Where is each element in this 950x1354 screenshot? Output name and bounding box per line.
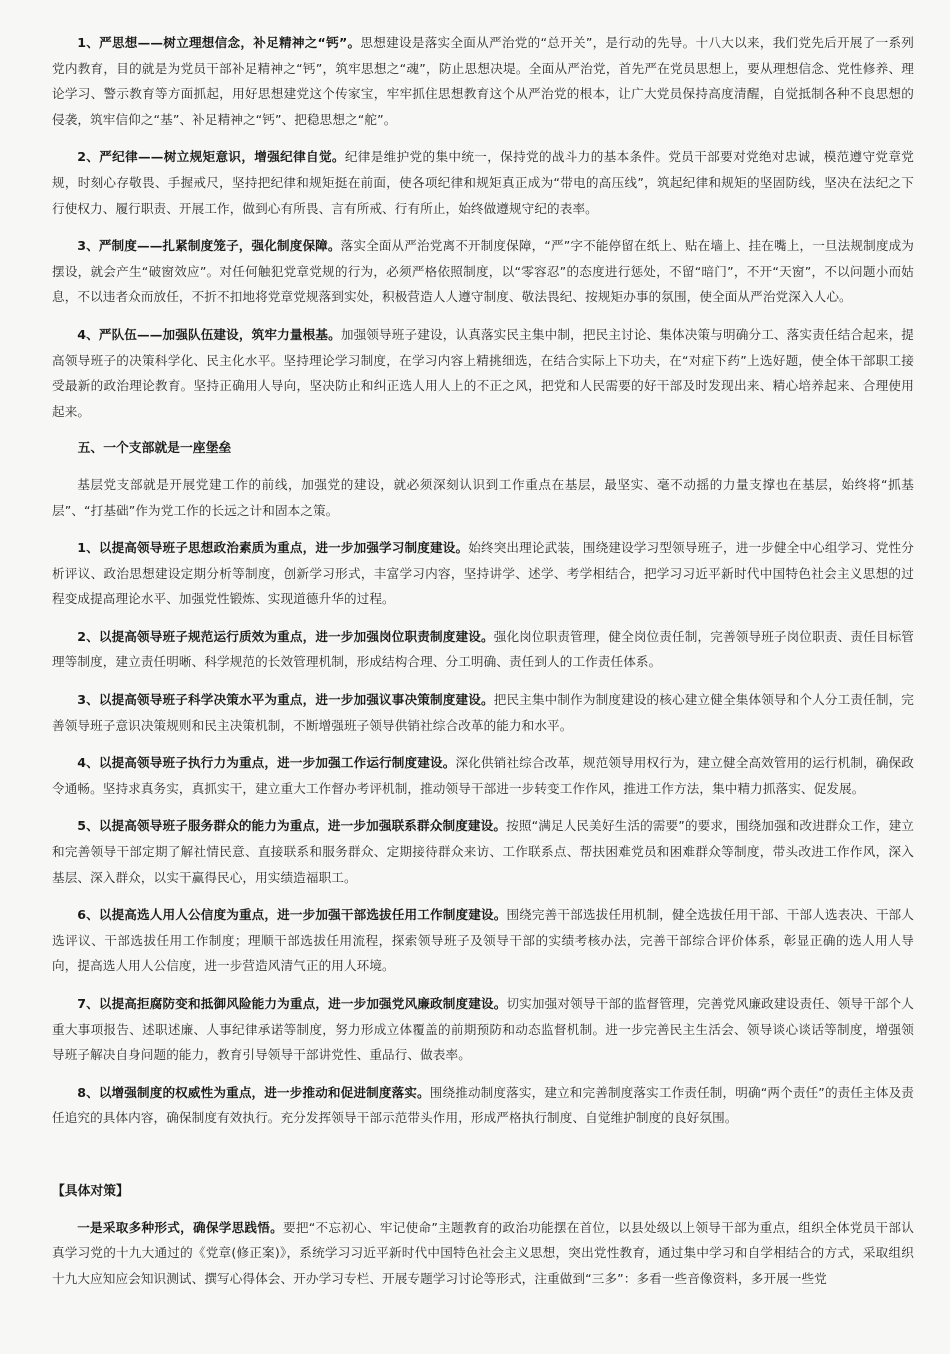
list-item bbox=[52, 1080, 914, 1131]
item-lead: 3、以提高领导班子科学决策水平为重点，进一步加强议事决策制度建设。 bbox=[77, 692, 494, 708]
item-lead: 7、以提高拒腐防变和抵御风险能力为重点，进一步加强党风廉政制度建设。 bbox=[77, 996, 507, 1011]
item-lead: 2、以提高领导班子规范运行质效为重点，进一步加强岗位职责制度建设。 bbox=[77, 628, 494, 644]
item-body: 切实加强对领导干部的监督管理，完善党风廉政建设责任、领导干部个人重大事项报告、述职述廉、人事纪律承诺等制度，努力形成立体覆盖的前期预防和动态监督机制。进一步完善民主生活会、领导谈心谈话等制度，增强领导班子解决自身问题的能力，教育引导领导干部讲党性、重品行、做表率。 bbox=[52, 996, 914, 1063]
item-lead: 8、以增强制度的权威性为重点，进一步推动和促进制度落实。 bbox=[77, 1084, 430, 1100]
paragraph-strict-team bbox=[52, 322, 914, 424]
paragraph-lead: 4、严队伍——加强队伍建设，筑牢力量根基。 bbox=[77, 326, 341, 342]
section-heading: 五、一个支部就是一座堡垒 bbox=[77, 441, 232, 457]
list-item bbox=[52, 902, 914, 979]
item-body: 围绕推动制度落实，建立和完善制度落实工作责任制，明确“两个责任”的责任主体及责任追究的具体内容，确保制度有效执行。充分发挥领导干部示范带头作用，形成严格执行制度、自觉维护制度的良好氛围。 bbox=[52, 1084, 915, 1126]
list-item bbox=[52, 624, 914, 675]
list-item bbox=[52, 991, 914, 1068]
measures-paragraph bbox=[52, 1215, 914, 1292]
paragraph-lead: 2、严纪律——树立规矩意识，增强纪律自觉。 bbox=[77, 149, 345, 165]
paragraph-body: 落实全面从严治党离不开制度保障，“严”字不能停留在纸上、贴在墙上、挂在嘴上，一旦法规制度成为摆设，就会产生“破窗效应”。对任何触犯党章党规的行为，必须严格依照制度，以“零容忍”的态度进行惩处，不留“暗门”，不开“天窗”，不以问题小而姑息，不以违者众而放任，不折不扣地将党章党规落到实处，积极营造人人遵守制度、敬法畏纪、按规矩办事的氛围，使全面从严治党深入人心。 bbox=[52, 238, 914, 305]
item-lead: 1、以提高领导班子思想政治素质为重点，进一步加强学习制度建设。 bbox=[77, 540, 469, 556]
item-body: 强化岗位职责管理，健全岗位责任制，完善领导班子岗位职责、责任目标管理等制度，建立责任明晰、科学规范的长效管理机制，形成结构合理、分工明确、责任到人的工作责任体系。 bbox=[52, 628, 914, 670]
list-item bbox=[52, 687, 914, 738]
item-body: 深化供销社综合改革，规范领导用权行为，建立健全高效管用的运行机制，确保政令通畅。坚持求真务实，真抓实干，建立重大工作督办考评机制，推动领导干部进一步转变工作作风，推进工作方法，集中精力抓落实、促发展。 bbox=[52, 755, 914, 796]
item-lead: 6、以提高选人用人公信度为重点，进一步加强干部选拔任用工作制度建设。 bbox=[77, 907, 507, 923]
paragraph-body: 思想建设是落实全面从严治党的“总开关”，是行动的先导。十八大以来，我们党先后开展了一系列党内教育，目的就是为党员干部补足精神之“钙”，筑牢思想之“魂”，防止思想决堤。全面从严治党，首先严在党员思想上，要从理想信念、党性修养、理论学习、警示教育等方面抓起，用好思想建党这个传家宝，牢牢抓住思想教育这个从严治党的根本，让广大党员保持高度清醒，自觉抵制各种不良思想的侵袭，筑牢信仰之“基”、补足精神之“钙”、把稳思想之“舵”。 bbox=[52, 35, 915, 127]
section-intro: 基层党支部就是开展党建工作的前线，加强党的建设，就必须深刻认识到工作重点在基层，最坚实、毫不动摇的力量支撑也在基层，始终将“抓基层”、“打基础”作为党工作的长远之计和固本之策。 bbox=[52, 476, 914, 518]
measures-tag: 【具体对策】 bbox=[52, 1183, 129, 1199]
list-item bbox=[52, 750, 914, 801]
item-lead: 5、以提高领导班子服务群众的能力为重点，进一步加强联系群众制度建设。 bbox=[77, 818, 507, 834]
paragraph-lead: 1、严思想——树立理想信念，补足精神之“钙”。 bbox=[77, 35, 361, 50]
measures-lead: 一是采取多种形式，确保学思践悟。 bbox=[77, 1219, 284, 1235]
item-body: 按照“满足人民美好生活的需要”的要求，围绕加强和改进群众工作，建立和完善领导干部定期了解社情民意、直接联系和服务群众、定期接待群众来访、工作联系点、帮扶困难党员和困难群众等制度，带头改进工作作风，深入基层、深入群众，以实干赢得民心，用实绩造福职工。 bbox=[52, 818, 914, 885]
list-item bbox=[52, 535, 914, 612]
item-body: 把民主集中制作为制度建设的核心建立健全集体领导和个人分工责任制，完善领导班子意识决策规则和民主决策机制，不断增强班子领导供销社综合改革的能力和水平。 bbox=[52, 692, 914, 733]
paragraph-body: 纪律是维护党的集中统一，保持党的战斗力的基本条件。党员干部要对党绝对忠诚，模范遵守党章党规，时刻心存敬畏、手握戒尺，坚持把纪律和规矩挺在前面，使各项纪律和规矩真正成为“带电的高压线”，筑起纪律和规矩的坚固防线，坚决在法纪之下行使权力、履行职责、开展工作，做到心有所畏、言有所戒、行有所止，始终做遵规守纪的表率。 bbox=[52, 149, 914, 216]
item-body: 始终突出理论武装，围绕建设学习型领导班子，进一步健全中心组学习、党性分析评议、政治思想建设定期分析等制度，创新学习形式，丰富学习内容，坚持讲学、述学、考学相结合，把学习习近平新时代中国特色社会主义思想的过程变成提高理论水平、加强党性锻炼、实现道德升华的过程。 bbox=[52, 540, 914, 607]
paragraph-lead: 3、严制度——扎紧制度笼子，强化制度保障。 bbox=[77, 238, 341, 254]
list-item bbox=[52, 813, 914, 890]
paragraph-body: 加强领导班子建设，认真落实民主集中制，把民主讨论、集体决策与明确分工、落实责任结合起来，提高领导班子的决策科学化、民主化水平。坚持理论学习制度，在学习内容上精挑细选，在结合实际上下功夫，在“对症下药”上选好题，使全体干部职工接受最新的政治理论教育。坚持正确用人导向，坚决防止和纠正选人用人上的不正之风，把党和人民需要的好干部及时发现出来、精心培养起来、合理使用起来。 bbox=[52, 326, 915, 419]
paragraph-strict-thought bbox=[52, 30, 914, 132]
item-lead: 4、以提高领导班子执行力为重点，进一步加强工作运行制度建设。 bbox=[77, 755, 456, 771]
paragraph-strict-discipline bbox=[52, 144, 914, 221]
measures-body: 要把“不忘初心、牢记使命”主题教育的政治功能摆在首位，以县处级以上领导干部为重点，组织全体党员干部认真学习党的十九大通过的《党章(修正案)》，系统学习习近平新时代中国特色社会主义思想，突出党性教育，通过集中学习和自学相结合的方式，采取组织十九大应知应会知识测试、撰写心得体会、开办学习专栏、开展专题学习讨论等形式，注重做到“三多”：多看一些音像资料，多开展一些党 bbox=[52, 1219, 914, 1286]
item-body: 围绕完善干部选拔任用机制，健全选拔任用干部、干部人选表决、干部人选评议、干部选拔任用工作制度；理顺干部选拔任用流程，探索领导班子及领导干部的实绩考核办法，完善干部综合评价体系，彰显正确的选人用人导向，提高选人用人公信度，进一步营造风清气正的用人环境。 bbox=[52, 907, 914, 974]
paragraph-strict-system bbox=[52, 233, 914, 310]
